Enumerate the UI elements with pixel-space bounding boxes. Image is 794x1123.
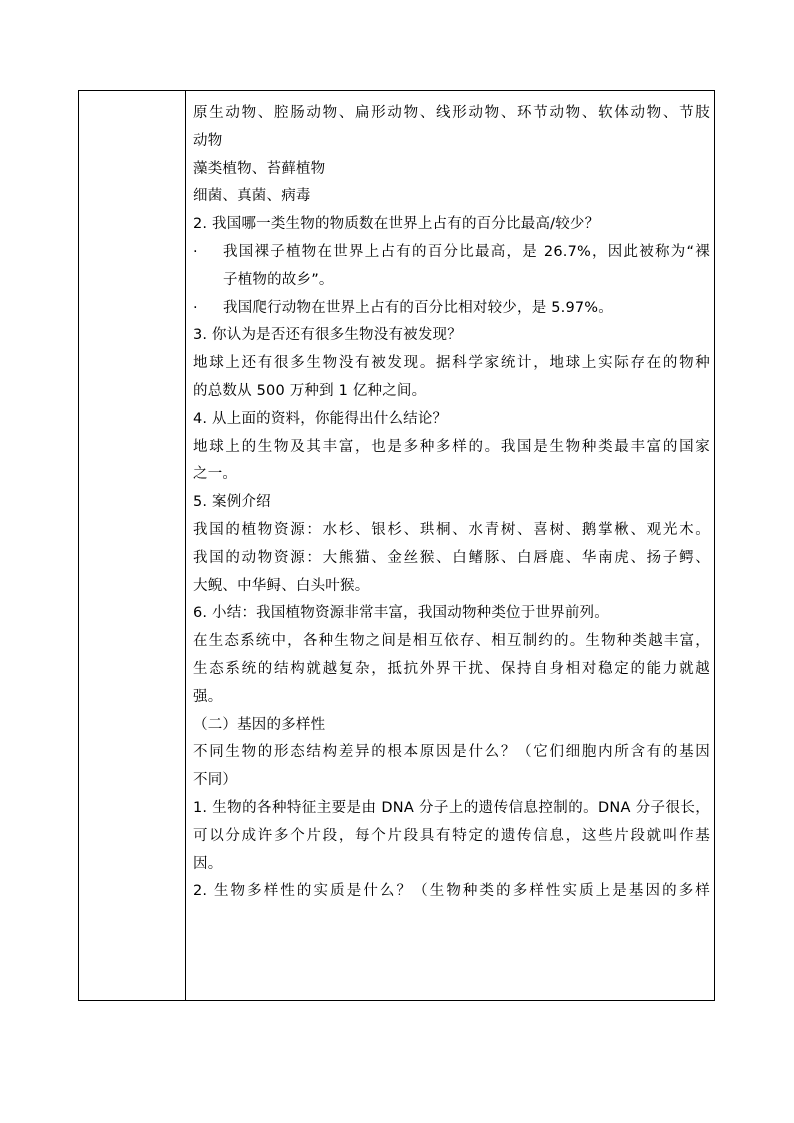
bullet-item <box>193 295 710 323</box>
bullet-dot: · <box>193 243 198 260</box>
bullet-text: 我国爬行动物在世界上占有的百分比相对较少，是 5.97%。 <box>223 299 613 316</box>
text-line: 不同） <box>193 772 238 789</box>
text-line: 可以分成许多个片段，每个片段具有特定的遗传信息，这些片段就叫作基 <box>193 827 710 844</box>
text-line: 2. 生物多样性的实质是什么？（生物种类的多样性实质上是基因的多样 <box>193 883 710 900</box>
bullet-dot: · <box>193 299 198 316</box>
text-line: 地球上的生物及其丰富，也是多种多样的。我国是生物种类最丰富的国家 <box>193 438 710 455</box>
text-line: 的总数从 500 万种到 1 亿种之间。 <box>193 382 427 399</box>
text-line: 子植物的故乡”。 <box>223 271 334 288</box>
text-line: 动物 <box>193 132 223 149</box>
text-line: 地球上还有很多生物没有被发现。据科学家统计，地球上实际存在的物种 <box>193 355 710 372</box>
text-line: 1. 生物的各种特征主要是由 DNA 分子上的遗传信息控制的。DNA 分子很长， <box>193 799 710 816</box>
lesson-table <box>78 90 715 1001</box>
section-case-intro: 5. 案例介绍 <box>193 494 271 511</box>
text-line: 之一。 <box>193 466 238 483</box>
section-heading-gene-diversity: （二）基因的多样性 <box>193 716 326 733</box>
question-4: 4. 从上面的资料，你能得出什么结论？ <box>193 410 448 427</box>
text-line: 强。 <box>193 688 223 705</box>
question-2: 2. 我国哪一类生物的物质数在世界上占有的百分比最高/较少？ <box>193 216 600 233</box>
text-line: 生态系统的结构就越复杂，抵抗外界干扰、保持自身相对稳定的能力就越 <box>193 660 710 677</box>
text-line: 我国的植物资源：水杉、银杉、珙桐、水青树、喜树、鹅掌楸、观光木。 <box>193 521 710 538</box>
table-content-cell <box>186 91 714 1000</box>
question-3: 3. 你认为是否还有很多生物没有被发现？ <box>193 327 462 344</box>
text-line: 我国的动物资源：大熊猫、金丝猴、白鳍豚、白唇鹿、华南虎、扬子鳄、 <box>193 549 710 566</box>
text-line: 不同生物的形态结构差异的根本原因是什么？（它们细胞内所含有的基因 <box>193 744 710 761</box>
bullet-text: 我国裸子植物在世界上占有的百分比最高，是 26.7%，因此被称为“裸 <box>223 243 710 260</box>
text-line: 在生态系统中，各种生物之间是相互依存、相互制约的。生物种类越丰富， <box>193 633 710 650</box>
text-line: 大鲵、中华鲟、白头叶猴。 <box>193 577 370 594</box>
text-line: 细菌、真菌、病毒 <box>193 188 311 205</box>
summary-line: 6. 小结：我国植物资源非常丰富，我国动物种类位于世界前列。 <box>193 605 609 622</box>
text-line: 因。 <box>193 855 223 872</box>
table-left-column <box>79 91 186 1000</box>
text-line: 原生动物、腔肠动物、扁形动物、线形动物、环节动物、软体动物、节肢 <box>193 105 710 121</box>
bullet-item <box>193 239 710 267</box>
text-line: 藻类植物、苔藓植物 <box>193 160 326 177</box>
